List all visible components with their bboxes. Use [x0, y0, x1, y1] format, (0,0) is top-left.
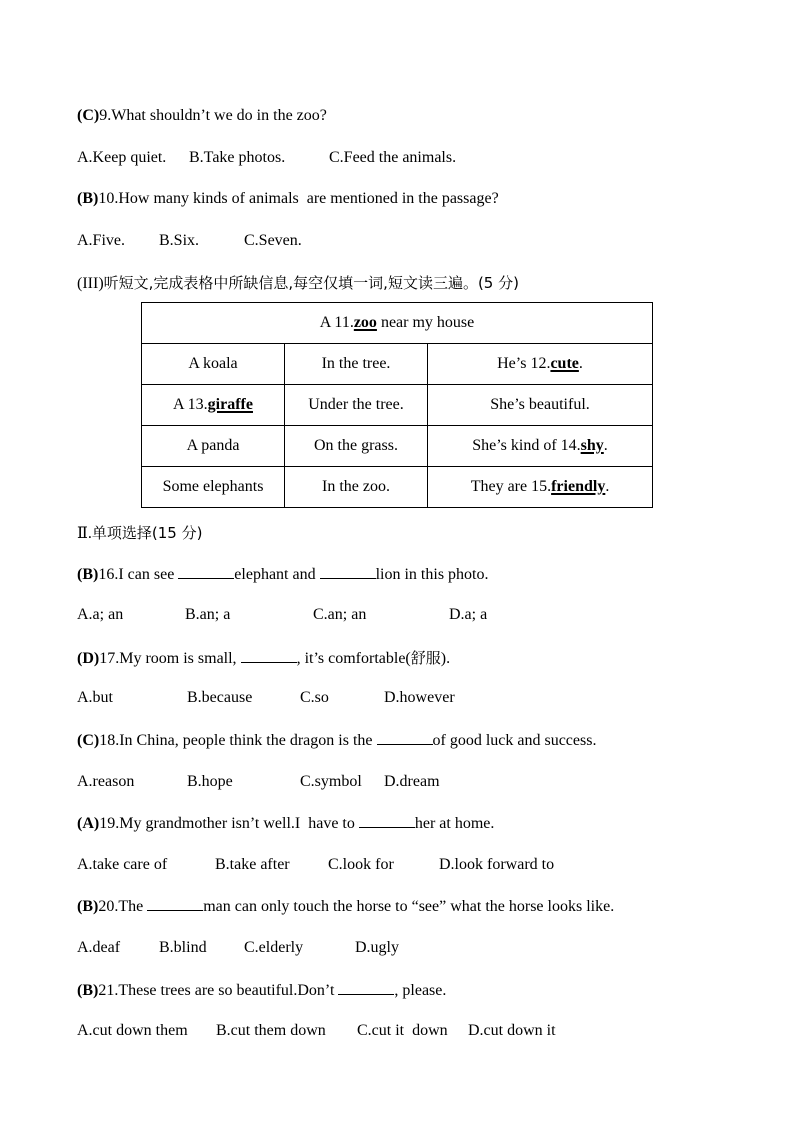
question-text: her at home.: [414, 815, 495, 832]
question-16: [77, 564, 489, 585]
question-text: 17.My room is small,: [99, 650, 241, 667]
option-d: D.a; a: [449, 606, 488, 623]
section-title: 听短文,完成表格中所缺信息,每空仅填一词,短文读三遍。: [103, 274, 478, 292]
option-b: B.take after: [215, 856, 290, 873]
options-19: [77, 855, 554, 875]
option-c: C.look for: [328, 856, 394, 873]
question-text: 16.I can see: [98, 566, 179, 583]
cell-text: A panda: [186, 437, 240, 454]
option-d: D.look forward to: [439, 856, 555, 873]
answer-mark: (B): [77, 566, 99, 583]
blank: [320, 564, 376, 579]
answer-fill: shy: [580, 437, 604, 454]
table-row: [142, 426, 653, 467]
option-d: D.ugly: [355, 939, 399, 956]
question-17: [77, 648, 450, 669]
animal-cell: [142, 467, 285, 508]
table-row: [142, 344, 653, 385]
cell-punct: .: [603, 437, 608, 454]
blank: [178, 564, 234, 579]
question-text: 21.These trees are so beautiful.Don’t: [98, 982, 339, 999]
question-21: [77, 980, 446, 1001]
options-20: [77, 938, 399, 958]
question-text: 10.How many kinds of animals are mentioned in the passage?: [98, 190, 499, 207]
question-text: , please.: [394, 982, 447, 999]
options-21: [77, 1021, 556, 1041]
option-a: A.cut down them: [77, 1022, 188, 1039]
animal-cell: [142, 426, 285, 467]
question-text: man can only touch the horse to “see” what the horse looks like.: [203, 898, 615, 915]
option-a: A.Five.: [77, 232, 125, 249]
option-d: D.cut down it: [468, 1022, 556, 1039]
animal-cell: [142, 344, 285, 385]
option-c: C.elderly: [244, 939, 304, 956]
section-score: (15 分): [151, 524, 203, 542]
cell-text: Some elephants: [162, 478, 264, 495]
question-text: 19.My grandmother isn’t well.I have to: [99, 815, 359, 832]
cell-punct: .: [605, 478, 610, 495]
question-text: 18.In China, people think the dragon is the: [99, 732, 377, 749]
answer-fill: friendly: [551, 478, 606, 495]
header-prefix: A 11.: [319, 314, 354, 331]
answer-mark: (C): [77, 732, 100, 749]
cell-text: She’s beautiful.: [490, 396, 590, 413]
answer-mark: (B): [77, 898, 99, 915]
option-b: B.because: [187, 689, 253, 706]
option-b: B.Take photos.: [189, 149, 286, 166]
option-c: C.cut it down: [357, 1022, 448, 1039]
cell-text: She’s kind of 14.: [472, 437, 581, 454]
description-cell: [428, 426, 653, 467]
question-text: ).: [440, 650, 451, 667]
option-d: D.dream: [384, 773, 440, 790]
option-a: A.but: [77, 689, 113, 706]
options-9: [77, 148, 456, 168]
option-a: A.reason: [77, 773, 135, 790]
option-c: C.Feed the animals.: [329, 149, 457, 166]
cell-text: A 13.: [173, 396, 208, 413]
info-table: [141, 302, 653, 508]
question-text: 9.What shouldn’t we do in the zoo?: [99, 107, 327, 124]
option-c: C.so: [300, 689, 329, 706]
option-a: A.Keep quiet.: [77, 149, 167, 166]
question-text: elephant and: [234, 566, 320, 583]
option-c: C.an; an: [313, 606, 367, 623]
options-18: [77, 772, 440, 792]
blank: [338, 980, 394, 995]
description-cell: [428, 344, 653, 385]
table-header-cell: [142, 303, 653, 344]
place-cell: In the zoo.: [285, 467, 428, 508]
place-cell: Under the tree.: [285, 385, 428, 426]
answer-fill: zoo: [353, 314, 377, 331]
animal-cell: [142, 385, 285, 426]
answer-fill: cute: [550, 355, 579, 372]
cell-text: They are 15.: [470, 478, 552, 495]
question-text: , it’s comfortable(: [296, 650, 411, 667]
section-3-heading: [77, 273, 519, 294]
answer-mark: (B): [77, 982, 99, 999]
blank: [359, 813, 415, 828]
option-c: C.symbol: [300, 773, 362, 790]
option-d: D.however: [384, 689, 455, 706]
question-20: [77, 896, 614, 917]
answer-mark: (B): [77, 190, 99, 207]
blank: [241, 648, 297, 663]
option-a: A.a; an: [77, 606, 124, 623]
cell-text: He’s 12.: [497, 355, 551, 372]
options-17: [77, 688, 455, 708]
place-cell: In the tree.: [285, 344, 428, 385]
table-header-row: [142, 303, 653, 344]
answer-mark: (A): [77, 815, 100, 832]
section-number: (III): [77, 275, 104, 292]
question-9: [77, 106, 327, 126]
option-b: B.blind: [159, 939, 207, 956]
section-2-heading: [77, 523, 202, 544]
option-c: C.Seven.: [244, 232, 302, 249]
question-text: lion in this photo.: [375, 566, 489, 583]
question-18: [77, 730, 596, 751]
cell-punct: .: [578, 355, 583, 372]
section-score: (5 分): [477, 274, 519, 292]
section-number: Ⅱ.: [77, 525, 92, 542]
options-16: [77, 605, 487, 625]
options-10: [77, 231, 302, 251]
option-a: A.take care of: [77, 856, 168, 873]
description-cell: [428, 467, 653, 508]
option-b: B.cut them down: [216, 1022, 326, 1039]
blank: [377, 730, 433, 745]
section-title: 单项选择: [91, 524, 152, 542]
option-a: A.deaf: [77, 939, 121, 956]
option-b: B.Six.: [159, 232, 200, 249]
answer-mark: (C): [77, 107, 100, 124]
blank: [147, 896, 203, 911]
place-cell: On the grass.: [285, 426, 428, 467]
question-text: of good luck and success.: [432, 732, 597, 749]
cell-text: A koala: [188, 355, 238, 372]
option-b: B.hope: [187, 773, 233, 790]
question-text: 20.The: [98, 898, 148, 915]
header-suffix: near my house: [376, 314, 475, 331]
table-row: [142, 385, 653, 426]
question-19: [77, 813, 494, 834]
description-cell: [428, 385, 653, 426]
question-text-cjk: 舒服: [410, 649, 441, 667]
question-10: [77, 189, 499, 209]
answer-fill: giraffe: [207, 396, 253, 413]
option-b: B.an; a: [185, 606, 231, 623]
table-row: [142, 467, 653, 508]
answer-mark: (D): [77, 650, 100, 667]
